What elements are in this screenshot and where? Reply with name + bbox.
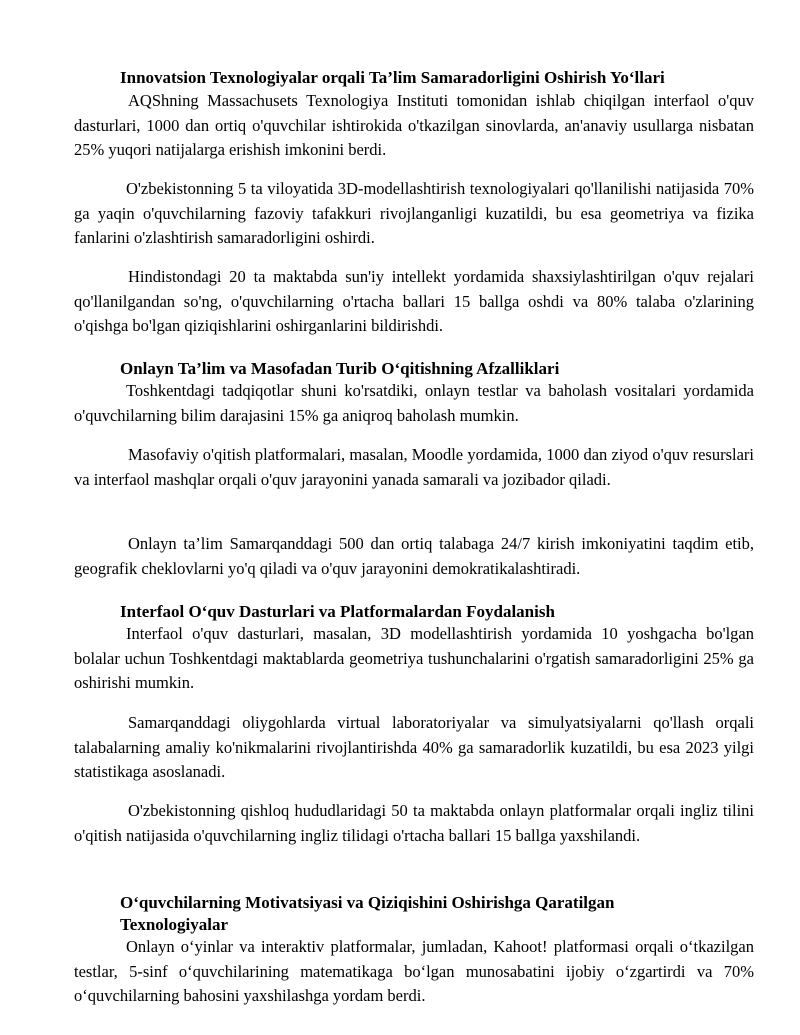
paragraph: Onlayn ta’lim Samarqanddagi 500 dan ortiq talabaga 24/7 kirish imkoniyatini taqdim etib, geografik cheklovlarni yo'q qiladi va o'quv jarayonini demokratikalashtiradi. (74, 534, 754, 578)
paragraph: AQShning Massachusets Texnologiya Instituti tomonidan ishlab chiqilgan interfaol o'quv dasturlari, 1000 dan ortiq o'quvchilar ishtirokida o'tkazilgan sinovlarda, an'anaviy usullarga nisbatan 25% yuqori natijalarga erishish imkonini berdi. (74, 91, 754, 159)
section-heading: Onlayn Ta’lim va Masofadan Turib O‘qitishning Afzalliklari (120, 359, 560, 378)
paragraph: Onlayn o‘yinlar va interaktiv platformalar, jumladan, Kahoot! platformasi orqali o‘tkazilgan testlar, 5-sinf o‘quvchilarining matematikaga bo‘lgan munosabatini ijobiy o‘zgartirdi va 70% o‘quvchilarning bahosini yaxshilashga yordam berdi. (74, 937, 754, 1005)
paragraph: O'zbekistonning 5 ta viloyatida 3D-modellashtirish texnologiyalari qo'llanilishi natijasida 70% ga yaqin o'quvchilarning fazoviy tafakkuri rivojlanganligi kuzatildi, bu esa geometriya va fizika fanlarini o'zlashtirish samaradorligini oshirdi. (74, 179, 754, 247)
paragraph: Hindistondagi 20 ta maktabda sun'iy intellekt yordamida shaxsiylashtirilgan o'quv rejalari qo'llanilgandan so'ng, o'quvchilarning o'rtacha ballari 15 ballga oshdi va 80% talaba o'zlarining o'qishga bo'lgan qiziqishlarini oshirganlarini bildirishdi. (74, 267, 754, 335)
paragraph: Samarqanddagi oliygohlarda virtual laboratoriyalar va simulyatsiyalarni qo'llash orqali talabalarning amaliy ko'nikmalarini rivojlantirishda 40% ga samaradorlik kuzatildi, bu esa 2023 yilgi statistikaga asoslanadi. (74, 713, 754, 781)
section-heading: O‘quvchilarning Motivatsiyasi va Qiziqishini Oshirishga Qaratilgan Texnologiyalar (120, 893, 615, 934)
paragraph: O'zbekistonning qishloq hududlaridagi 50 ta maktabda onlayn platformalar orqali ingliz tilini o'qitish natijasida o'quvchilarning ingliz tilidagi o'rtacha ballari 15 ballga yaxshilandi. (74, 801, 754, 845)
paragraph: Interfaol o'quv dasturlari, masalan, 3D modellashtirish yordamida 10 yoshgacha bo'lgan bolalar uchun Toshkentdagi maktablarda geometriya tushunchalarini o'rgatish samaradorligini 25% ga oshirishi mumkin. (74, 624, 754, 692)
section-heading: Interfaol O‘quv Dasturlari va Platformalardan Foydalanish (120, 602, 555, 621)
paragraph: Toshkentdagi tadqiqotlar shuni ko'rsatdiki, onlayn testlar va baholash vositalari yordamida o'quvchilarning bilim darajasini 15% ga aniqroq baholash mumkin. (74, 381, 754, 425)
paragraph: Masofaviy o'qitish platformalari, masalan, Moodle yordamida, 1000 dan ziyod o'quv resurslari va interfaol mashqlar orqali o'quv jarayonini yanada samarali va jozibador qiladi. (74, 445, 754, 489)
section-heading: Innovatsion Texnologiyalar orqali Ta’lim Samaradorligini Oshirish Yo‘llari (120, 68, 665, 87)
